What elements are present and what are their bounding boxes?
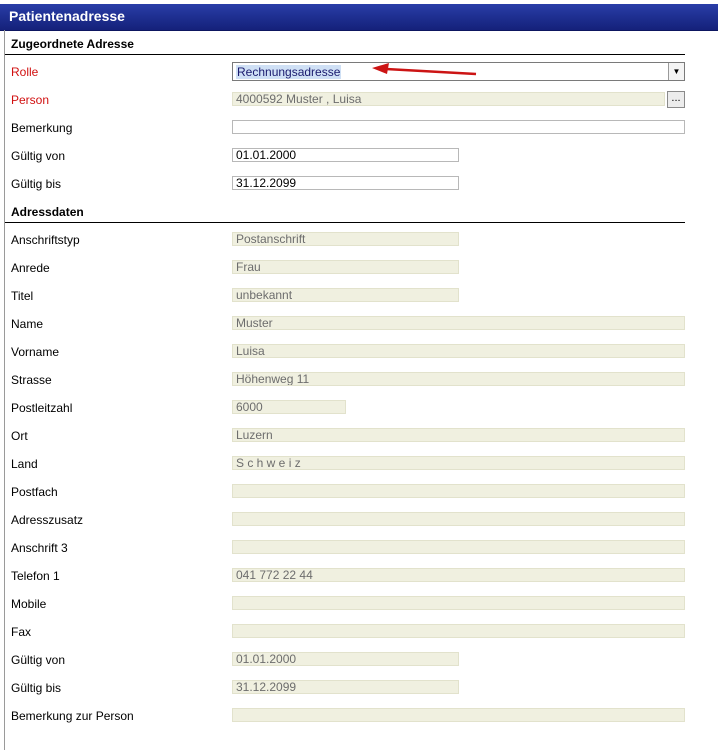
window-titlebar bbox=[0, 4, 718, 31]
strasse-field: Höhenweg 11 bbox=[232, 372, 685, 386]
postleitzahl-field: 6000 bbox=[232, 400, 346, 414]
telefon1-field: 041 772 22 44 bbox=[232, 568, 685, 582]
gueltig-bis-label: Gültig bis bbox=[11, 177, 62, 191]
section-divider bbox=[5, 222, 685, 223]
postleitzahl-label: Postleitzahl bbox=[11, 401, 73, 415]
person-label: Person bbox=[11, 93, 50, 107]
telefon1-label: Telefon 1 bbox=[11, 569, 60, 583]
adresse-gueltig-bis-label: Gültig bis bbox=[11, 681, 62, 695]
titel-field: unbekannt bbox=[232, 288, 459, 302]
vorname-field: Luisa bbox=[232, 344, 685, 358]
land-label: Land bbox=[11, 457, 38, 471]
anschrift3-field bbox=[232, 540, 685, 554]
anrede-field: Frau bbox=[232, 260, 459, 274]
ort-label: Ort bbox=[11, 429, 28, 443]
anrede-label: Anrede bbox=[11, 261, 50, 275]
annotation-arrow-icon bbox=[372, 63, 480, 77]
bemerkung-zur-person-field bbox=[232, 708, 685, 722]
anschriftstyp-label: Anschriftstyp bbox=[11, 233, 80, 247]
gueltig-von-label: Gültig von bbox=[11, 149, 66, 163]
postfach-label: Postfach bbox=[11, 485, 58, 499]
anschrift3-label: Anschrift 3 bbox=[11, 541, 68, 555]
gueltig-bis-input[interactable]: 31.12.2099 bbox=[232, 176, 459, 190]
titel-label: Titel bbox=[11, 289, 34, 303]
section-divider bbox=[5, 54, 685, 55]
anschriftstyp-field: Postanschrift bbox=[232, 232, 459, 246]
adresszusatz-field bbox=[232, 512, 685, 526]
adresse-gueltig-von-field: 01.01.2000 bbox=[232, 652, 459, 666]
ort-field: Luzern bbox=[232, 428, 685, 442]
window-title: Patientenadresse bbox=[9, 8, 125, 24]
adresse-gueltig-bis-field: 31.12.2099 bbox=[232, 680, 459, 694]
person-field: 4000592 Muster , Luisa bbox=[232, 92, 665, 106]
person-lookup-button[interactable]: ... bbox=[667, 91, 685, 108]
land-field: S c h w e i z bbox=[232, 456, 685, 470]
section-title-assigned-address: Zugeordnete Adresse bbox=[11, 37, 134, 51]
name-field: Muster bbox=[232, 316, 685, 330]
bemerkung-label: Bemerkung bbox=[11, 121, 73, 135]
chevron-down-icon[interactable]: ▼ bbox=[668, 63, 684, 80]
bemerkung-input[interactable] bbox=[232, 120, 685, 134]
fax-label: Fax bbox=[11, 625, 32, 639]
adresse-gueltig-von-label: Gültig von bbox=[11, 653, 66, 667]
adresszusatz-label: Adresszusatz bbox=[11, 513, 84, 527]
fax-field bbox=[232, 624, 685, 638]
postfach-field bbox=[232, 484, 685, 498]
panel-border bbox=[4, 30, 5, 750]
rolle-selected-value[interactable]: Rechnungsadresse bbox=[237, 65, 341, 79]
gueltig-von-input[interactable]: 01.01.2000 bbox=[232, 148, 459, 162]
bemerkung-zur-person-label: Bemerkung zur Person bbox=[11, 709, 134, 723]
mobile-label: Mobile bbox=[11, 597, 47, 611]
strasse-label: Strasse bbox=[11, 373, 52, 387]
section-title-address-data: Adressdaten bbox=[11, 205, 84, 219]
rolle-label: Rolle bbox=[11, 65, 39, 79]
vorname-label: Vorname bbox=[11, 345, 60, 359]
name-label: Name bbox=[11, 317, 44, 331]
mobile-field bbox=[232, 596, 685, 610]
